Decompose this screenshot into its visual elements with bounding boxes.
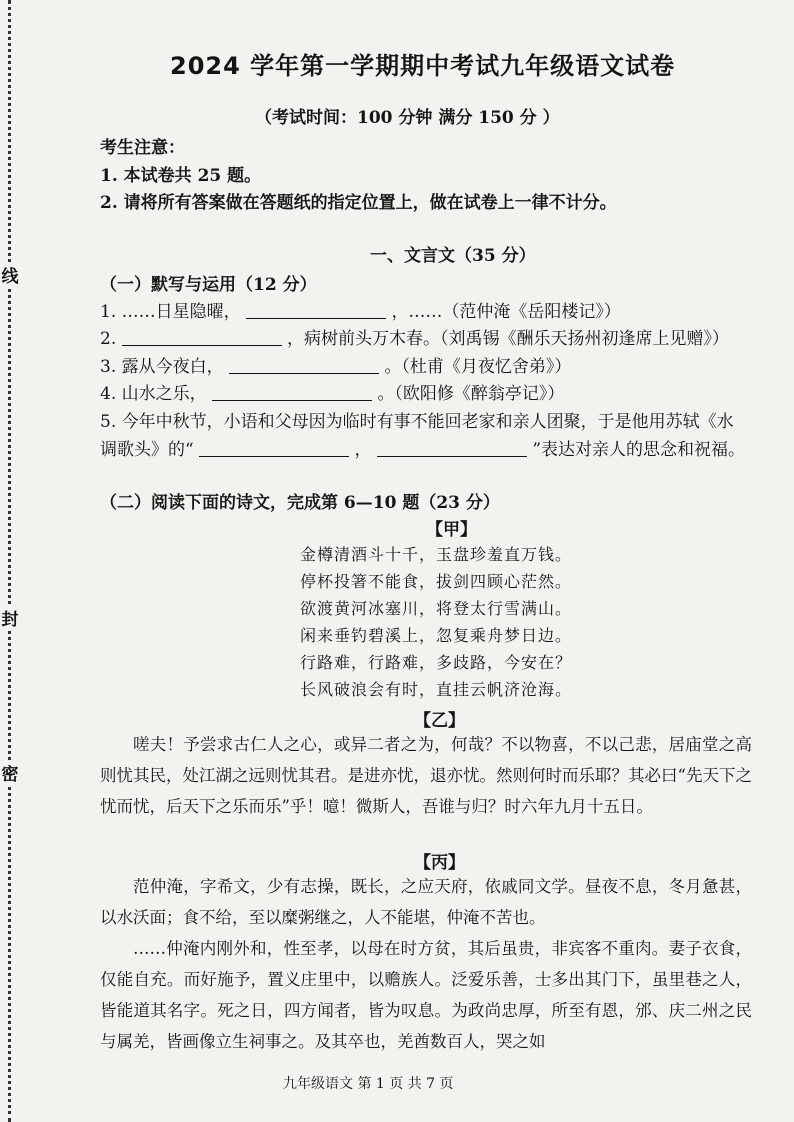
notice-heading: 考生注意： [100, 138, 185, 158]
q2-text-b: ，病树前头万木春。（刘禹锡《酬乐天扬州初逢席上见赠》） [287, 329, 730, 349]
part-2-title: （二）阅读下面的诗文，完成第 6—10 题（23 分） [100, 493, 500, 513]
exam-title: 2024 学年第一学期期中考试九年级语文试卷 [170, 52, 676, 80]
poem-line: 行路难，行路难，多歧路，今安在？ [300, 653, 573, 672]
q5-text-a: 调歌头》的“ [100, 440, 194, 460]
page-footer: 九年级语文 第 1 页 共 7 页 [283, 1076, 454, 1092]
binding-mark-mi: 密 [0, 760, 20, 785]
label-yi: 【乙】 [414, 711, 465, 731]
q3-answer-blank[interactable] [229, 357, 379, 374]
question-5-line-2 [100, 435, 745, 460]
question-4 [100, 379, 564, 404]
passage-yi [100, 729, 752, 822]
q4-answer-blank[interactable] [212, 384, 372, 401]
binding-dotted-line [8, 0, 11, 1122]
q2-text-a: 2. [100, 329, 117, 349]
notice-item-2: 2. 请将所有答案做在答题纸的指定位置上，做在试卷上一律不计分。 [100, 193, 617, 213]
q4-text-a: 4. 山水之乐， [100, 384, 207, 404]
passage-yi-text: 嗟夫！予尝求古仁人之心，或异二者之为，何哉？不以物喜，不以己悲，居庙堂之高则忧其民，处江湖之远则忧其君。是进亦忧，退亦忧。然则何时而乐耶？其必曰“先天下之忧而忧，后天下之乐而乐”乎！噫！微斯人，吾谁与归？时六年九月十五日。 [100, 735, 752, 816]
passage-bing [100, 871, 752, 1057]
poem-line: 闲来垂钓碧溪上，忽复乘舟梦日边。 [300, 626, 573, 645]
question-2 [100, 324, 729, 349]
q1-answer-blank[interactable] [246, 302, 386, 319]
binding-mark-feng: 封 [0, 605, 20, 630]
q5-text-b: ， [354, 440, 372, 460]
notice-item-1: 1. 本试卷共 25 题。 [100, 166, 262, 186]
q1-text-a: 1. ……日星隐曜， [100, 302, 241, 322]
q5-text-c: ”表达对亲人的思念和祝福。 [532, 440, 746, 460]
q2-answer-blank[interactable] [122, 329, 282, 346]
question-5-line-1: 5. 今年中秋节，小语和父母因为临时有事不能回老家和亲人团聚，于是他用苏轼《水 [100, 412, 734, 432]
poem-line: 欲渡黄河冰塞川，将登太行雪满山。 [300, 599, 573, 618]
binding-mark-xian: 线 [0, 262, 20, 287]
q5-answer-blank-1[interactable] [199, 440, 349, 457]
q3-text-a: 3. 露从今夜白， [100, 357, 224, 377]
q3-text-b: 。（杜甫《月夜忆舍弟》） [384, 357, 572, 377]
question-1 [100, 297, 621, 322]
label-jia: 【甲】 [426, 520, 477, 540]
poem-line: 金樽清酒斗十千，玉盘珍羞直万钱。 [300, 545, 573, 564]
q5-answer-blank-2[interactable] [377, 440, 527, 457]
passage-bing-paragraph-2: ……仲淹内刚外和，性至孝，以母在时方贫，其后虽贵，非宾客不重肉。妻子衣食，仅能自充。而好施予，置义庄里中，以赡族人。泛爱乐善，士多出其门下，虽里巷之人，皆能道其名字。死之日，四方闻者，皆为叹息。为政尚忠厚，所至有恩，邠、庆二州之民与属羌，皆画像立生祠事之。及其卒也，羌酋数百人，哭之如 [100, 939, 752, 1051]
label-bing: 【丙】 [414, 853, 465, 873]
passage-bing-paragraph-1: 范仲淹，字希文，少有志操，既长，之应天府，依戚同文学。昼夜不息，冬月惫甚，以水沃面；食不给，至以糜粥继之，人不能堪，仲淹不苦也。 [100, 877, 752, 927]
section-1-title: 一、文言文（35 分） [370, 246, 536, 266]
q4-text-b: 。（欧阳修《醉翁亭记》） [377, 384, 565, 404]
q1-text-b: ，……（范仲淹《岳阳楼记》） [391, 302, 621, 322]
poem-line: 长风破浪会有时，直挂云帆济沧海。 [300, 680, 573, 699]
part-1-title: （一）默写与运用（12 分） [100, 275, 317, 295]
poem-line: 停杯投箸不能食，拔剑四顾心茫然。 [300, 572, 573, 591]
question-3 [100, 352, 571, 377]
exam-subtitle: （考试时间：100 分钟 满分 150 分 ） [255, 108, 560, 128]
